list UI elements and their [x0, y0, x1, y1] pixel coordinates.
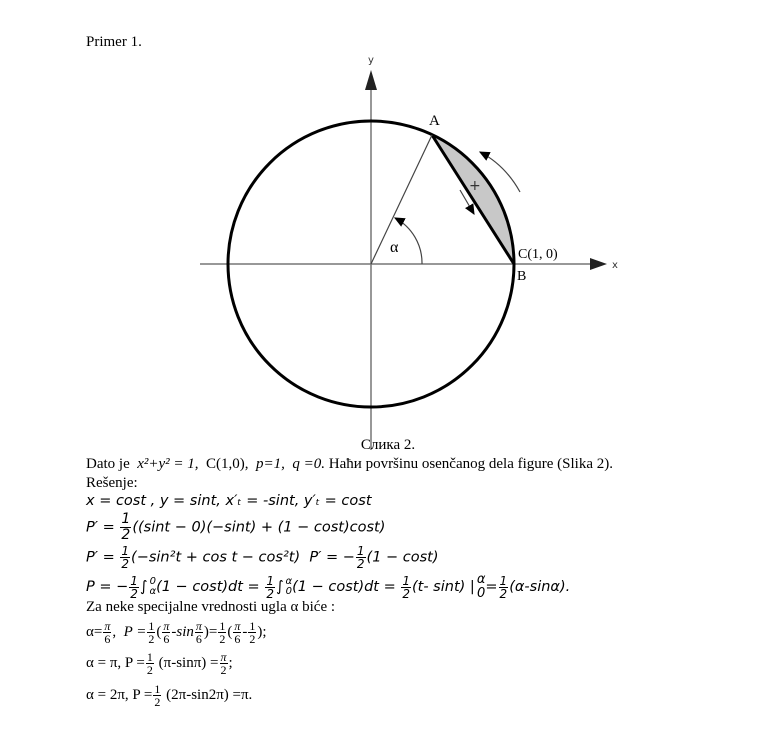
parametrization-line: x = cost , y = sint, x′ₜ = -sint, y′ₜ = cost [86, 493, 372, 509]
case-pi: α = π, P = $\frac{1}{2}$ (π-sinπ) = $\frac{\pi}{2}$ ; [86, 650, 233, 677]
plus-sign: + [469, 178, 481, 194]
y-axis-arrowhead [365, 70, 377, 90]
point-c-label: C(1, 0) [518, 247, 558, 262]
point-b-label: B [517, 269, 527, 284]
case-2pi: α = 2π, P = $\frac{1}{2}$ (2π-sin2π) =π. [86, 682, 253, 709]
case-pi-over-6: α= $\frac{\pi}{6}$ , P = $\frac{1}{2}$ ( $\frac{\pi}{6}$ -sin $\frac{\pi}{6}$ )= $\frac{1}{2}$ ( $\frac{\pi}{6}$ - $\frac{1}{2}$ ); [86, 619, 267, 646]
figure-caption: Слика 2. [360, 437, 416, 453]
angle-label: α [390, 239, 399, 256]
x-axis-arrowhead [590, 258, 607, 270]
integral-line: P = − $\frac{1}{2}$ ∫ 0 α (1 − cost)dt = $\frac{1}{2}$ ∫ α 0 (1 − cost)dt = $\frac{1}{2}$ (t- sint) | α 0 = $\frac{1}{2}$ (α-sinα). [86, 572, 571, 601]
solution-label: Rešenje: [86, 475, 138, 491]
problem-statement: Dato je x²+y² = 1, C(1,0), p=1, q =0. Haħи površinu osenčanog dela figure (Slika 2). [86, 456, 613, 472]
y-axis-label: y [368, 55, 374, 66]
chord-ab [432, 135, 514, 264]
derivative-line-1: P′ = $\frac{1}{2}$ ((sint − 0)(−sint) + (1 − cost)cost) [86, 511, 386, 543]
special-values-intro: Za neke specijalne vrednosti ugla α biće : [86, 599, 336, 615]
point-a-label: A [429, 113, 440, 129]
example-heading: Primer 1. [86, 34, 142, 50]
x-axis-label: x [612, 260, 618, 271]
angle-arc [395, 218, 422, 264]
radius-oa [371, 135, 432, 264]
derivative-line-2: P′ = $\frac{1}{2}$ (−sin²t + cos t − cos²t) P′ = − $\frac{1}{2}$ (1 − cost) [86, 544, 439, 571]
